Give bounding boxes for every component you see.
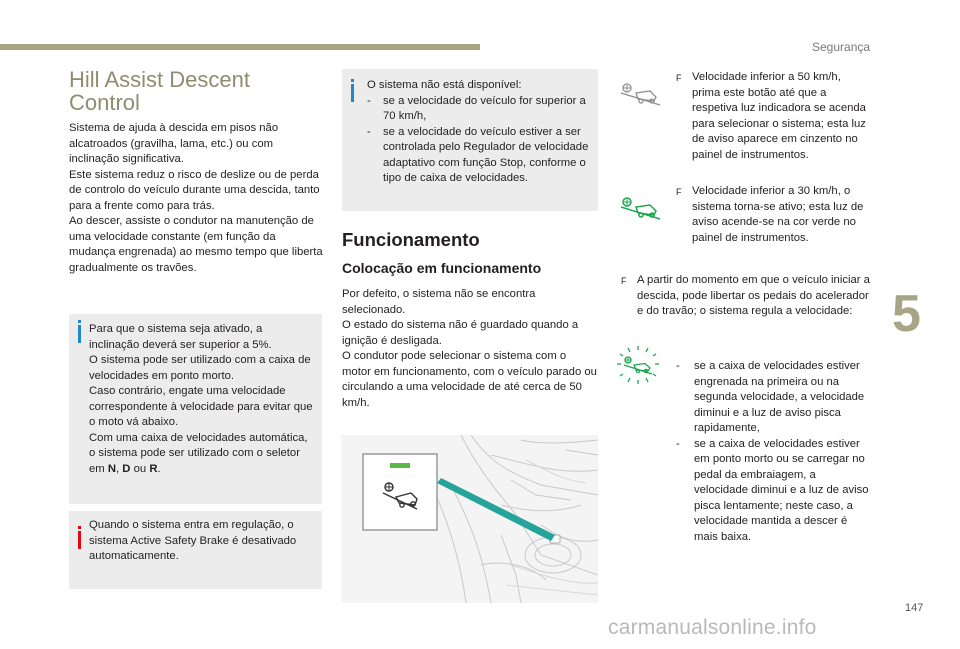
section-label: Segurança	[812, 40, 871, 54]
title-line-2: Control	[69, 90, 140, 115]
page-title	[69, 68, 329, 114]
funcionamento-paragraph-1: Por defeito, o sistema não se encontra selecionado.	[342, 288, 536, 316]
info-icon	[351, 84, 354, 102]
subheading-colocacao: Colocação em funcionamento	[342, 260, 542, 276]
title-line-1: Hill Assist Descent	[69, 67, 250, 92]
section-heading-funcionamento: Funcionamento	[342, 229, 480, 250]
hill-descent-grey-icon	[618, 79, 662, 107]
hill-descent-green-icon	[618, 193, 662, 221]
chapter-number: 5	[892, 285, 921, 343]
top-accent-bar	[0, 44, 480, 50]
activation-line-2: O sistema pode ser utilizado com a caixa de velocidades em ponto morto.	[89, 354, 311, 382]
warning-text: Quando o sistema entra em regulação, o sistema Active Safety Brake é desativado automaticamente.	[89, 519, 297, 562]
info-box-activation	[69, 314, 322, 504]
unavailable-list	[367, 94, 593, 187]
exclamation-icon	[78, 531, 81, 549]
page-number: 147	[905, 602, 924, 614]
activation-line-1: Para que o sistema seja ativado, a inclinação deverá ser superior a 5%.	[89, 323, 272, 351]
bullet-arrow-icon: F	[676, 73, 682, 83]
list-item: - se a caixa de velocidades estiver em ponto morto ou se carregar no pedal da embraiagem, a velocidade diminui e a luz de aviso pisca lentamente; neste caso, a velocidade mantida a descer é mais baixa.	[676, 437, 869, 543]
funcionamento-paragraph-2: O estado do sistema não é guardado quando a ignição é desligada.	[342, 319, 579, 347]
list-item: - se a caixa de velocidades estiver engrenada na primeira ou na segunda velocidade, a velocidade diminui e a luz de aviso pisca rapidamente,	[676, 360, 865, 434]
console-illustration	[341, 435, 598, 603]
intro-text	[69, 121, 324, 276]
hill-descent-blinking-icon	[614, 344, 662, 386]
warning-box	[69, 511, 322, 589]
list-item: - se a velocidade do veículo estiver a ser controlada pelo Regulador de velocidade adaptativo com função Stop, conforme o tipo de caixa de velocidades.	[367, 125, 589, 184]
bullet-arrow-icon: F	[621, 276, 627, 286]
unavailable-intro: O sistema não está disponível:	[367, 79, 522, 91]
funcionamento-text	[342, 287, 598, 411]
info-icon	[78, 325, 81, 343]
info-box-unavailable	[342, 69, 598, 211]
intro-paragraph-3: Ao descer, assiste o condutor na manutenção de uma velocidade constante (em função da mudança engrenada) ao mesmo tempo que liberta gradualmente os travões.	[69, 215, 323, 274]
intro-paragraph-2: Este sistema reduz o risco de deslize ou de perda de controlo do veículo durante uma descida, tanto para a frente como para trás.	[69, 168, 320, 212]
bullet-arrow-icon: F	[676, 187, 682, 197]
activation-line-3: Caso contrário, engate uma velocidade correspondente à velocidade para evitar que o moto vá abaixo.	[89, 385, 313, 428]
watermark: carmanualsonline.info	[608, 616, 817, 639]
info-box-activation-text	[89, 322, 315, 477]
list-item: - se a velocidade do veículo for superior a 70 km/h,	[367, 94, 586, 122]
funcionamento-paragraph-3: O condutor pode selecionar o sistema com o motor em funcionamento, com o veículo parado ou circulando a uma velocidade de até cerca de 50 km/h.	[342, 350, 597, 409]
activation-line-4: Com uma caixa de velocidades automática, o sistema pode ser utilizado com o seletor em N, D ou R.	[89, 431, 308, 475]
intro-paragraph-1: Sistema de ajuda à descida em pisos não alcatroados (gravilha, lama, etc.) ou com inclinação significativa.	[69, 122, 279, 165]
regulation-list	[676, 359, 871, 545]
